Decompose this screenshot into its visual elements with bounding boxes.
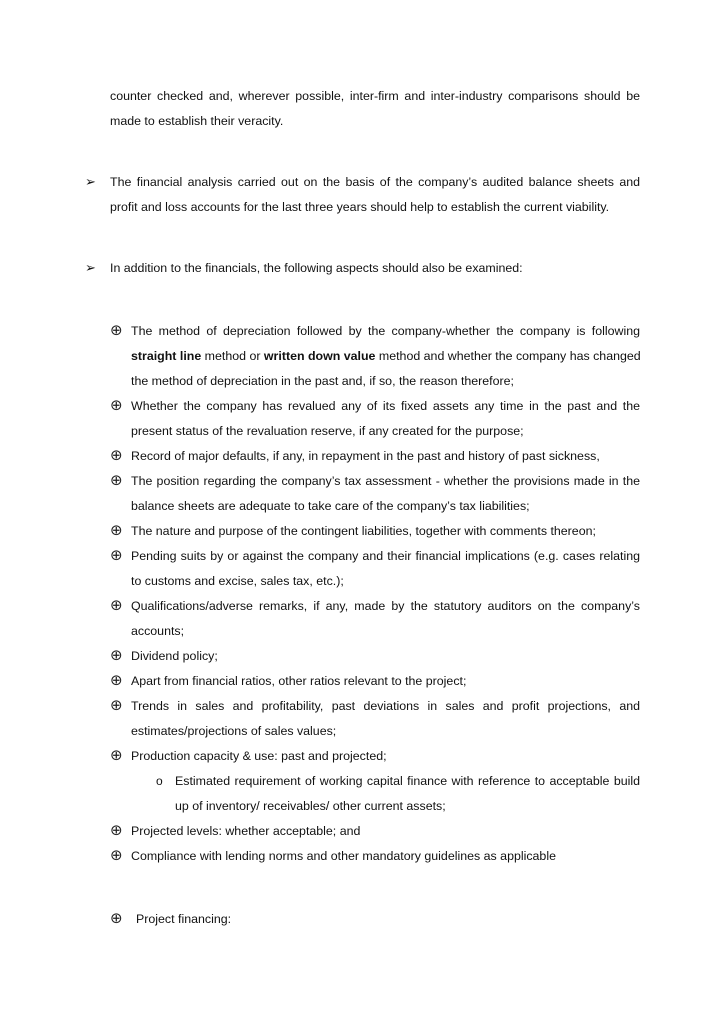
aspect-11-line-1: Production capacity & use: past and projected; bbox=[131, 749, 387, 763]
intro-line-2: made to establish their veracity. bbox=[110, 114, 284, 128]
intro-line-1: counter checked and, wherever possible, inter-firm and inter-industry comparisons should be bbox=[110, 89, 640, 103]
aspect-12-line-1: Projected levels: whether acceptable; and bbox=[131, 824, 361, 838]
circled-plus-icon: ⊕ bbox=[110, 847, 123, 864]
aspect-10-line-1: Trends in sales and profitability, past deviations in sales and profit projections, and bbox=[131, 699, 640, 713]
aspect-1-line-3: the method of depreciation in the past and, if so, the reason therefore; bbox=[131, 374, 514, 388]
circled-plus-icon: ⊕ bbox=[110, 672, 123, 689]
aspect-3-line-1: Record of major defaults, if any, in repayment in the past and history of past sickness, bbox=[131, 449, 600, 463]
circled-plus-icon: ⊕ bbox=[110, 697, 123, 714]
aspect-7-line-2: accounts; bbox=[131, 624, 185, 638]
circled-plus-icon: ⊕ bbox=[110, 522, 123, 539]
circled-plus-icon: ⊕ bbox=[110, 597, 123, 614]
aspect-2-line-1: Whether the company has revalued any of its fixed assets any time in the past and the bbox=[131, 399, 640, 413]
sub-bullet-line-1: Estimated requirement of working capital finance with reference to acceptable build bbox=[175, 774, 640, 788]
aspect-8-line-1: Dividend policy; bbox=[131, 649, 218, 663]
aspect-1-text-2: method and whether the company has changed bbox=[375, 349, 641, 363]
circled-plus-icon: ⊕ bbox=[110, 472, 123, 489]
circled-plus-icon: ⊕ bbox=[110, 822, 123, 839]
aspect-9-line-1: Apart from financial ratios, other ratios relevant to the project; bbox=[131, 674, 467, 688]
circled-plus-icon: ⊕ bbox=[110, 322, 123, 339]
bold-term-straight-line: straight line bbox=[131, 349, 202, 363]
arrow-bullet-icon: ➢ bbox=[85, 260, 96, 275]
aspect-6-line-1: Pending suits by or against the company and their financial implications (e.g. cases relating bbox=[131, 549, 640, 563]
aspect-7-line-1: Qualifications/adverse remarks, if any, made by the statutory auditors on the company’s bbox=[131, 599, 640, 613]
sub-bullet-line-2: up of inventory/ receivables/ other current assets; bbox=[175, 799, 446, 813]
aspect-14-line-1: Project financing: bbox=[136, 912, 232, 926]
bold-term-written-down-value: written down value bbox=[263, 349, 376, 363]
bullet-1-line-2: profit and loss accounts for the last three years should help to establish the current viability. bbox=[110, 200, 610, 214]
circle-bullet-icon: o bbox=[156, 774, 163, 788]
bullet-2-line-1: In addition to the financials, the following aspects should also be examined: bbox=[110, 261, 523, 275]
aspect-6-line-2: to customs and excise, sales tax, etc.); bbox=[131, 574, 344, 588]
arrow-bullet-icon: ➢ bbox=[85, 174, 96, 189]
aspect-4-line-2: balance sheets are adequate to take care of the company’s tax liabilities; bbox=[131, 499, 530, 513]
aspect-1-text-1: method or bbox=[201, 349, 264, 363]
circled-plus-icon: ⊕ bbox=[110, 647, 123, 664]
circled-plus-icon: ⊕ bbox=[110, 747, 123, 764]
aspect-13-line-1: Compliance with lending norms and other mandatory guidelines as applicable bbox=[131, 849, 556, 863]
aspect-10-line-2: estimates/projections of sales values; bbox=[131, 724, 337, 738]
circled-plus-icon: ⊕ bbox=[110, 910, 123, 927]
aspect-1-line-2 bbox=[131, 348, 640, 364]
aspect-2-line-2: present status of the revaluation reserve, if any created for the purpose; bbox=[131, 424, 524, 438]
circled-plus-icon: ⊕ bbox=[110, 547, 123, 564]
aspect-1-line-1: The method of depreciation followed by the company-whether the company is following bbox=[131, 324, 640, 338]
bullet-1-line-1: The financial analysis carried out on the basis of the company’s audited balance sheets and bbox=[110, 175, 640, 189]
aspect-4-line-1: The position regarding the company’s tax assessment - whether the provisions made in the bbox=[131, 474, 640, 488]
circled-plus-icon: ⊕ bbox=[110, 447, 123, 464]
circled-plus-icon: ⊕ bbox=[110, 397, 123, 414]
aspect-5-line-1: The nature and purpose of the contingent liabilities, together with comments thereon; bbox=[131, 524, 596, 538]
